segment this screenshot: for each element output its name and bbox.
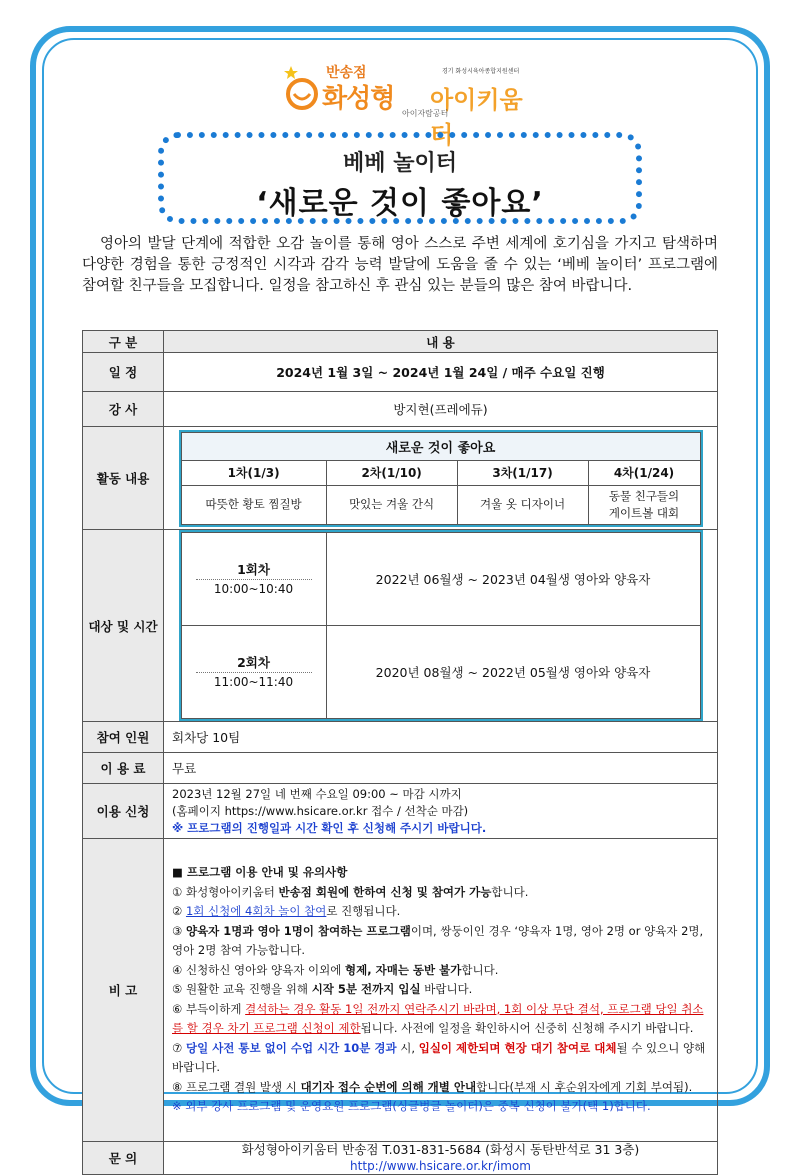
contact-label: 문 의	[83, 1142, 164, 1175]
session-body: 겨울 옷 디자이너	[457, 485, 588, 524]
notes-cell	[164, 839, 718, 1142]
apply-cell	[164, 784, 718, 839]
participants-label: 참여 인원	[83, 722, 164, 753]
schedule-label: 일 정	[83, 353, 164, 392]
activity-box	[179, 430, 703, 527]
note-item: ④ 신청하신 영아와 양육자 이외에 형제, 자매는 동반 불가합니다.	[172, 962, 499, 977]
contact-info: 화성형아이키움터 반송점 T.031-831-5684 (화성시 동탄반석로 31 3층)	[241, 1142, 640, 1157]
round-time: 11:00~11:40	[213, 674, 294, 689]
intro-paragraph	[82, 234, 718, 297]
notes-heading: ■ 프로그램 이용 안내 및 유의사항	[172, 865, 348, 880]
session-head: 4차(1/24)	[588, 460, 700, 485]
sun-smile-icon	[282, 66, 320, 110]
header-content: 내 용	[164, 331, 718, 353]
note-item: ① 화성형아이키움터 반송점 회원에 한하여 신청 및 참여가 가능합니다.	[172, 884, 529, 899]
note-item: ③ 양육자 1명과 영아 1명이 참여하는 프로그램이며, 쌍둥이인 경우 ‘양육자 1명, 영아 2명 or 양육자 2명, 영아 2명 참여 가능합니다.	[172, 923, 704, 958]
round-desc: 2020년 08월생 ~ 2022년 05월생 영아와 양육자	[326, 626, 700, 719]
session-head: 2차(1/10)	[326, 460, 457, 485]
note-item: ⑥ 부득이하게 결석하는 경우 활동 1일 전까지 연락주시기 바라며, 1회 이상 무단 결석, 프로그램 당일 취소를 할 경우 차기 프로그램 신청이 제한됩니다. 사전에 일정을 확인하시어 신중히 신청해 주시기 바랍니다.	[172, 1001, 704, 1036]
session-body: 맛있는 겨울 간식	[326, 485, 457, 524]
activity-title: 새로운 것이 좋아요	[181, 432, 700, 460]
session-body: 따뜻한 황토 찜질방	[181, 485, 326, 524]
header-label: 구 분	[83, 331, 164, 353]
round-name: 1회차	[196, 561, 312, 580]
round-time: 10:00~10:40	[213, 581, 294, 596]
schedule-value: 2024년 1월 3일 ~ 2024년 1월 24일 / 매주 수요일 진행	[164, 353, 718, 392]
note-item: ※ 외부 강사 프로그램 및 운영요원 프로그램(싱글벙글 놀이터)은 중복 신청이 불가(택 1)합니다.	[172, 1099, 651, 1114]
round-cell	[181, 533, 326, 626]
session-body: 동물 친구들의 게이트볼 대회	[588, 485, 700, 524]
apply-notice: ※ 프로그램의 진행일과 시간 확인 후 신청해 주시기 바랍니다.	[172, 820, 487, 835]
fee-value: 무료	[164, 753, 718, 784]
session-head: 3차(1/17)	[457, 460, 588, 485]
activity-table	[181, 432, 701, 525]
info-table	[82, 330, 718, 1175]
apply-method: (홈페이지 https://www.hsicare.or.kr 접수 / 선착순 마감)	[172, 803, 469, 818]
logo-name-suffix: 아이키움터	[430, 86, 523, 149]
target-box	[179, 530, 703, 721]
contact-url-link[interactable]: http://www.hsicare.or.kr/imom	[350, 1159, 531, 1173]
apply-period: 2023년 12월 27일 네 번째 수요일 09:00 ~ 마감 시까지	[172, 786, 462, 801]
activity-label: 활동 내용	[83, 427, 164, 530]
round-cell	[181, 626, 326, 719]
target-table	[181, 532, 701, 719]
apply-label: 이용 신청	[83, 784, 164, 839]
session-head: 1차(1/3)	[181, 460, 326, 485]
note-item: ② 1회 신청에 4회차 놀이 참여로 진행됩니다.	[172, 904, 401, 919]
logo-branch: 반송점	[326, 65, 367, 81]
round-desc: 2022년 06월생 ~ 2023년 04월생 영아와 양육자	[326, 533, 700, 626]
logo-org: 경기 화성시육아종합지원센터	[442, 68, 520, 75]
fee-label: 이 용 료	[83, 753, 164, 784]
note-item: ⑧ 프로그램 결원 발생 시 대기자 접수 순번에 의해 개별 안내합니다(부재 시 후순위자에게 기회 부여됨).	[172, 1079, 693, 1094]
participants-value: 회차당 10팀	[164, 722, 718, 753]
activity-cell	[164, 427, 718, 530]
intro-text: 영아의 발달 단계에 적합한 오감 놀이를 통해 영아 스스로 주변 세계에 호기심을 가지고 탐색하며 다양한 경험을 통한 긍정적인 시각과 감각 능력 발달에 도움을 줄 수 있는 ‘베베 놀이터’ 프로그램에 참여할 친구들을 모집합니다. 일정을 참고하신 후 관심 있는 분들의 많은 참여 바랍니다.	[82, 236, 719, 294]
program-title: 베베 놀이터	[343, 151, 457, 176]
instructor-label: 강 사	[83, 392, 164, 427]
logo-subtitle: 아이자람공터	[402, 109, 449, 118]
note-item: ⑤ 원활한 교육 진행을 위해 시작 5분 전까지 입실 바랍니다.	[172, 982, 473, 997]
program-subtitle: ‘새로운 것이 좋아요’	[256, 186, 544, 221]
round-name: 2회차	[196, 654, 312, 673]
logo-name: 화성형	[322, 84, 395, 114]
note-item: ⑦ 당일 사전 통보 없이 수업 시간 10분 경과 시, 입실이 제한되며 현장 대기 참여로 대체될 수 있으니 양해 바랍니다.	[172, 1040, 706, 1075]
contact-cell	[164, 1142, 718, 1175]
target-cell	[164, 530, 718, 722]
instructor-value: 방지현(프레에듀)	[164, 392, 718, 427]
target-label: 대상 및 시간	[83, 530, 164, 722]
notes-label: 비 고	[83, 839, 164, 1142]
center-logo	[282, 62, 532, 149]
